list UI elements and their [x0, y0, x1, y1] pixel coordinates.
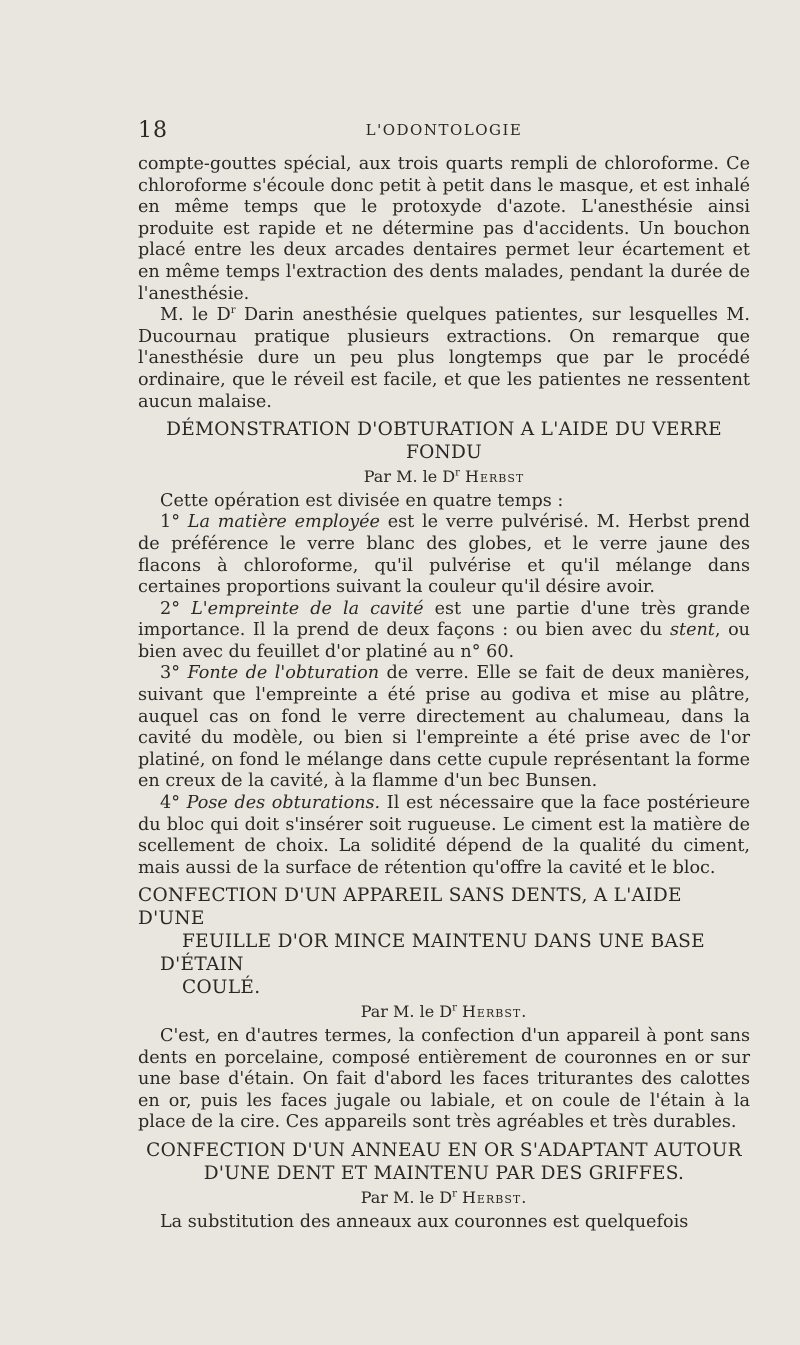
- section-3-title: [138, 1139, 750, 1185]
- step-4-number: 4°: [160, 793, 180, 814]
- section-3-title-line-2: D'UNE DENT ET MAINTENU PAR DES GRIFFES.: [203, 1162, 685, 1184]
- section-1-step-1: [138, 512, 750, 598]
- intro-p2-a: M. le D: [160, 305, 231, 326]
- section-2-title: [138, 884, 750, 999]
- section-2-paragraph: C'est, en d'autres termes, la confection d'un appareil à pont sans dents en porcelaine, composé entièrement de couronnes en or sur une base d'étain. On fait d'abord les faces triturantes des calottes en or, puis les faces jugale ou labiale, et on coule de l'étain à la place de la cire. Ces appareils sont très agréables et très durables.: [138, 1026, 750, 1133]
- page-number: 18: [138, 118, 168, 143]
- section-1-title: DÉMONSTRATION D'OBTURATION A L'AIDE DU VERRE FONDU: [166, 419, 722, 464]
- step-4-text: Il est nécessaire que la face postérieure du bloc qui doit s'insérer soit rugueuse. Le ciment est la matière de scellement de choix. La solidité dépend de la qualité du ciment, mais aussi de la surface de rétention qu'offre la cavité et le bloc.: [138, 793, 750, 878]
- step-2-stent: stent: [669, 620, 715, 641]
- step-2-text-b: , ou bien avec du feuillet d'or platiné au n° 60.: [138, 620, 750, 662]
- section-1-intro: Cette opération est divisée en quatre temps :: [160, 490, 564, 511]
- step-4-term: Pose des obturations.: [186, 793, 381, 814]
- step-1-term: La matière employée: [187, 512, 380, 533]
- running-title: L'ODONTOLOGIE: [365, 121, 523, 139]
- step-3-text: de verre. Elle se fait de deux manières, suivant que l'empreinte a été prise au godiva et mise au plâtre, auquel cas on fond le verre directement au chalumeau, dans la cavité du modèle, ou bien si l'empreinte a été prise avec de l'or platiné, on fond le mélange dans cette cupule représentant la forme en creux de la cavité, à la flamme d'un bec Bunsen.: [138, 663, 751, 792]
- page-header: [138, 118, 750, 142]
- section-2-byline-sup: r: [452, 1003, 457, 1015]
- intro-p2-b: Darin anesthésie quelques patientes, sur lesquelles M. Ducournau pratique plusieurs extractions. On remarque que l'anesthésie dure un peu plus longtemps que par le procédé ordinaire, que le réveil est facile, et que les patientes ne ressentent aucun malaise.: [138, 305, 750, 412]
- section-1-byline-prefix: Par M. le D: [363, 467, 456, 487]
- step-3-term: Fonte de l'obturation: [187, 663, 380, 684]
- step-3-number: 3°: [160, 663, 180, 684]
- section-1-step-4: [138, 793, 750, 879]
- section-3-byline: [138, 1187, 750, 1209]
- section-3-byline-prefix: Par M. le D: [360, 1187, 453, 1207]
- section-2-title-line-3: COULÉ.: [182, 977, 261, 999]
- step-1-number: 1°: [160, 512, 180, 533]
- section-3-paragraph: La substitution des anneaux aux couronnes est quelquefois: [160, 1211, 689, 1232]
- section-2-title-line-1: CONFECTION D'UN APPAREIL SANS DENTS, A L'AIDE D'UNE: [138, 885, 682, 930]
- section-3-author: Herbst.: [461, 1187, 528, 1207]
- step-2-text-a: est une partie d'une très grande importance. Il la prend de deux façons : ou bien avec du: [138, 598, 750, 641]
- section-1-step-2: [138, 599, 750, 664]
- step-2-term: L'empreinte de la cavité: [191, 598, 424, 619]
- intro-p2-sup: r: [230, 305, 236, 317]
- intro-paragraph-1: compte-gouttes spécial, aux trois quarts rempli de chloroforme. Ce chloroforme s'écoule donc petit à petit dans le masque, et est inhalé en même temps que le protoxyde d'azote. L'anesthésie ainsi produite est rapide et ne détermine pas d'accidents. Un bouchon placé entre les deux arcades dentaires permet leur écartement et en même temps l'extraction des dents malades, pendant la durée de l'anesthésie.: [138, 154, 750, 304]
- section-3-byline-sup: r: [452, 1188, 457, 1200]
- intro-paragraph-2: [138, 305, 750, 413]
- section-1-author: Herbst: [465, 467, 525, 487]
- section-3-title-line-1: CONFECTION D'UN ANNEAU EN OR S'ADAPTANT AUTOUR: [146, 1139, 742, 1161]
- section-1-byline-sup: r: [455, 467, 460, 479]
- section-2-author: Herbst.: [461, 1002, 528, 1022]
- section-1-step-3: [138, 663, 750, 793]
- section-2-title-line-2: FEUILLE D'OR MINCE MAINTENU DANS UNE BASE D'ÉTAIN: [160, 931, 705, 976]
- step-1-text: est le verre pulvérisé. M. Herbst prend de préférence le verre blanc des globes, et le verre jaune des flacons à chloroforme, qu'il pulvérise et qu'il mélange dans certaines proportions suivant la couleur qu'il désire avoir.: [138, 512, 750, 598]
- section-2-byline: [138, 1001, 750, 1023]
- section-1-byline: [138, 466, 750, 488]
- step-2-number: 2°: [160, 598, 180, 619]
- section-2-byline-prefix: Par M. le D: [360, 1002, 453, 1022]
- page-content: [138, 154, 750, 1233]
